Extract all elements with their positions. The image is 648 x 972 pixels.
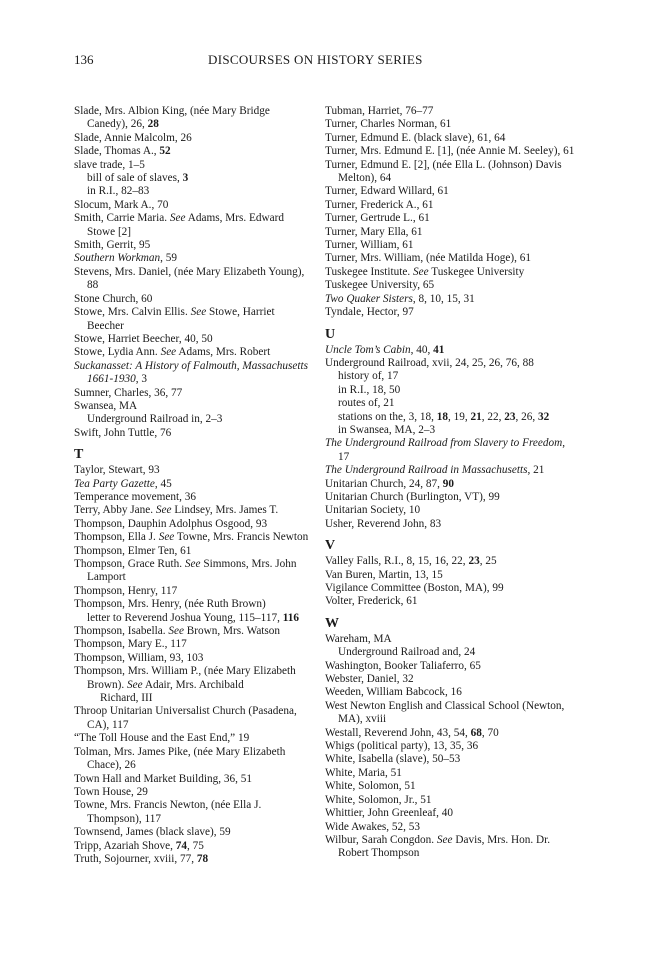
index-entry: Townsend, James (black slave), 59 bbox=[74, 826, 231, 839]
index-entry: Valley Falls, R.I., 8, 15, 16, 22, 23, 25 bbox=[325, 555, 497, 568]
section-letter: T bbox=[74, 447, 84, 463]
index-entry: Slade, Annie Malcolm, 26 bbox=[74, 131, 192, 144]
index-entry: Volter, Frederick, 61 bbox=[325, 595, 418, 608]
index-entry: Turner, William, 61 bbox=[325, 239, 414, 252]
index-entry: Weeden, William Babcock, 16 bbox=[325, 686, 462, 699]
index-entry: Uncle Tom’s Cabin, 40, 41 bbox=[325, 343, 445, 356]
index-entry: Van Buren, Martin, 13, 15 bbox=[325, 568, 443, 581]
index-entry: Towne, Mrs. Francis Newton, (née Ella J. Thompson), 117 bbox=[74, 799, 262, 825]
index-entry: Thompson, Dauphin Adolphus Osgood, 93 bbox=[74, 517, 268, 530]
index-entry: Turner, Mary Ella, 61 bbox=[325, 225, 423, 238]
index-entry: Underground Railroad, xvii, 24, 25, 26, 76, 88 bbox=[325, 356, 534, 369]
index-entry: Town House, 29 bbox=[74, 785, 148, 798]
index-entry: The Underground Railroad in Massachusetts, 21 bbox=[325, 464, 545, 477]
index-entry: Thompson, Isabella. See Brown, Mrs. Watson bbox=[74, 625, 281, 638]
index-entry: Wide Awakes, 52, 53 bbox=[325, 820, 421, 833]
index-entry: Thompson, Mrs. William P., (née Mary Elizabeth Brown). See Adair, Mrs. Archibald bbox=[74, 665, 296, 691]
index-column-right bbox=[325, 105, 577, 861]
section-letter: U bbox=[325, 326, 336, 342]
section-letter: V bbox=[325, 538, 336, 554]
index-entry: White, Maria, 51 bbox=[325, 766, 402, 779]
index-entry: Vigilance Committee (Boston, MA), 99 bbox=[325, 582, 504, 594]
index-entry: Terry, Abby Jane. See Lindsey, Mrs. James T. bbox=[74, 504, 279, 517]
index-entry: Turner, Edward Willard, 61 bbox=[325, 185, 449, 198]
index-entry: Thompson, Grace Ruth. See Simmons, Mrs. John Lamport bbox=[74, 558, 297, 584]
index-subentry: Underground Railroad and, 24 bbox=[338, 646, 476, 659]
index-entry: Suckanasset: A History of Falmouth, Massachusetts 1661-1930, 3 bbox=[74, 359, 308, 386]
index-entry: The Underground Railroad from Slavery to Freedom, 17 bbox=[325, 437, 566, 463]
index-entry: Thompson, Henry, 117 bbox=[74, 584, 178, 597]
index-subentry: in Swansea, MA, 2–3 bbox=[338, 423, 436, 436]
index-entry: Throop Unitarian Universalist Church (Pasadena, CA), 117 bbox=[74, 705, 297, 731]
index-entry: Town Hall and Market Building, 36, 51 bbox=[74, 772, 252, 785]
index-entry: Whittier, John Greenleaf, 40 bbox=[325, 807, 453, 820]
index-subentry: stations on the, 3, 18, 18, 19, 21, 22, 23, 26, 32 bbox=[338, 410, 550, 423]
page-number: 136 bbox=[74, 52, 94, 67]
index-entry: Unitarian Society, 10 bbox=[325, 504, 421, 517]
index-entry: White, Solomon, 51 bbox=[325, 780, 416, 793]
index-entry: Sumner, Charles, 36, 77 bbox=[74, 386, 183, 399]
index-entry: slave trade, 1–5 bbox=[74, 158, 145, 171]
index-entry: Turner, Charles Norman, 61 bbox=[325, 118, 452, 131]
index-entry: Unitarian Church (Burlington, VT), 99 bbox=[325, 490, 500, 503]
index-entry: Westall, Reverend John, 43, 54, 68, 70 bbox=[325, 726, 499, 739]
index-entry: Slocum, Mark A., 70 bbox=[74, 198, 169, 211]
index-entry: Temperance movement, 36 bbox=[74, 490, 196, 503]
index-entry: West Newton English and Classical School (Newton, MA), xviii bbox=[325, 699, 565, 726]
index-subentry: history of, 17 bbox=[338, 370, 399, 383]
index-entry: Tuskegee Institute. See Tuskegee University bbox=[325, 265, 525, 278]
index-entry: Slade, Mrs. Albion King, (née Mary Bridge Canedy), 26, 28 bbox=[74, 105, 270, 131]
index-subentry: letter to Reverend Joshua Young, 115–117, 116 bbox=[87, 611, 299, 624]
index-entry: Thompson, Mary E., 117 bbox=[74, 638, 187, 651]
index-entry: Tripp, Azariah Shove, 74, 75 bbox=[74, 839, 204, 852]
index-entry: Turner, Edmund E. [2], (née Ella L. (Johnson) Davis Melton), 64 bbox=[325, 158, 562, 185]
index-subentry: routes of, 21 bbox=[338, 397, 395, 410]
index-entry: Turner, Mrs. Edmund E. [1], (née Annie M. Seeley), 61 bbox=[325, 145, 575, 158]
section-letter: W bbox=[325, 615, 339, 631]
index-entry: Whigs (political party), 13, 35, 36 bbox=[325, 740, 479, 753]
index-entry: Slade, Thomas A., 52 bbox=[74, 145, 171, 158]
index-subentry: bill of sale of slaves, 3 bbox=[87, 172, 189, 185]
index-entry: Usher, Reverend John, 83 bbox=[325, 517, 442, 530]
index-entry: Thompson, William, 93, 103 bbox=[74, 651, 204, 664]
running-head bbox=[74, 52, 574, 70]
running-title: DISCOURSES ON HISTORY SERIES bbox=[208, 52, 423, 67]
index-entry: Turner, Mrs. William, (née Matilda Hoge), 61 bbox=[325, 252, 531, 265]
index-entry: Stowe, Lydia Ann. See Adams, Mrs. Robert bbox=[74, 346, 271, 359]
index-entry: Tea Party Gazette, 45 bbox=[74, 477, 172, 490]
index-entry: White, Isabella (slave), 50–53 bbox=[325, 753, 461, 766]
index-entry: Tyndale, Hector, 97 bbox=[325, 306, 414, 319]
index-entry: Two Quaker Sisters, 8, 10, 15, 31 bbox=[325, 292, 475, 305]
index-entry: Turner, Gertrude L., 61 bbox=[325, 212, 430, 225]
index-subentry: in R.I., 82–83 bbox=[87, 185, 150, 198]
index-entry: Swansea, MA bbox=[74, 399, 138, 412]
index-entry: Wilbur, Sarah Congdon. See Davis, Mrs. Hon. Dr. Robert Thompson bbox=[325, 833, 551, 860]
index-entry: Washington, Booker Taliaferro, 65 bbox=[325, 659, 481, 672]
index-entry: Swift, John Tuttle, 76 bbox=[74, 426, 172, 439]
index-entry: Tolman, Mrs. James Pike, (née Mary Elizabeth Chace), 26 bbox=[74, 745, 286, 772]
index-entry: Taylor, Stewart, 93 bbox=[74, 464, 160, 477]
index-entry: Wareham, MA bbox=[325, 632, 392, 645]
index-entry: Turner, Frederick A., 61 bbox=[325, 198, 434, 211]
index-entry: Thompson, Elmer Ten, 61 bbox=[74, 544, 192, 557]
index-entry: Stevens, Mrs. Daniel, (née Mary Elizabeth Young), 88 bbox=[74, 265, 305, 292]
index-column-left bbox=[74, 105, 310, 866]
index-entry: Tubman, Harriet, 76–77 bbox=[325, 105, 434, 117]
index-entry: Truth, Sojourner, xviii, 77, 78 bbox=[74, 852, 209, 865]
index-subentry: Underground Railroad in, 2–3 bbox=[87, 413, 223, 426]
index-entry: “The Toll House and the East End,” 19 bbox=[74, 732, 250, 745]
index-entry: Thompson, Ella J. See Towne, Mrs. Francis Newton bbox=[74, 531, 309, 544]
index-entry: Smith, Gerrit, 95 bbox=[74, 239, 151, 252]
index-entry: Stone Church, 60 bbox=[74, 292, 153, 305]
index-entry: Smith, Carrie Maria. See Adams, Mrs. Edward Stowe [2] bbox=[74, 212, 284, 238]
index-entry: White, Solomon, Jr., 51 bbox=[325, 793, 432, 806]
index-subentry: in R.I., 18, 50 bbox=[338, 383, 401, 396]
index-entry: Thompson, Mrs. Henry, (née Ruth Brown) bbox=[74, 598, 266, 611]
index-entry: Stowe, Mrs. Calvin Ellis. See Stowe, Harriet Beecher bbox=[74, 306, 275, 332]
index-entry: Webster, Daniel, 32 bbox=[325, 673, 414, 686]
index-entry: Stowe, Harriet Beecher, 40, 50 bbox=[74, 332, 213, 345]
index-entry: Tuskegee University, 65 bbox=[325, 279, 435, 292]
index-entry: Turner, Edmund E. (black slave), 61, 64 bbox=[325, 131, 506, 144]
index-entry: Unitarian Church, 24, 87, 90 bbox=[325, 477, 455, 490]
index-entry: Southern Workman, 59 bbox=[74, 252, 178, 265]
index-subentry: Richard, III bbox=[100, 692, 153, 705]
